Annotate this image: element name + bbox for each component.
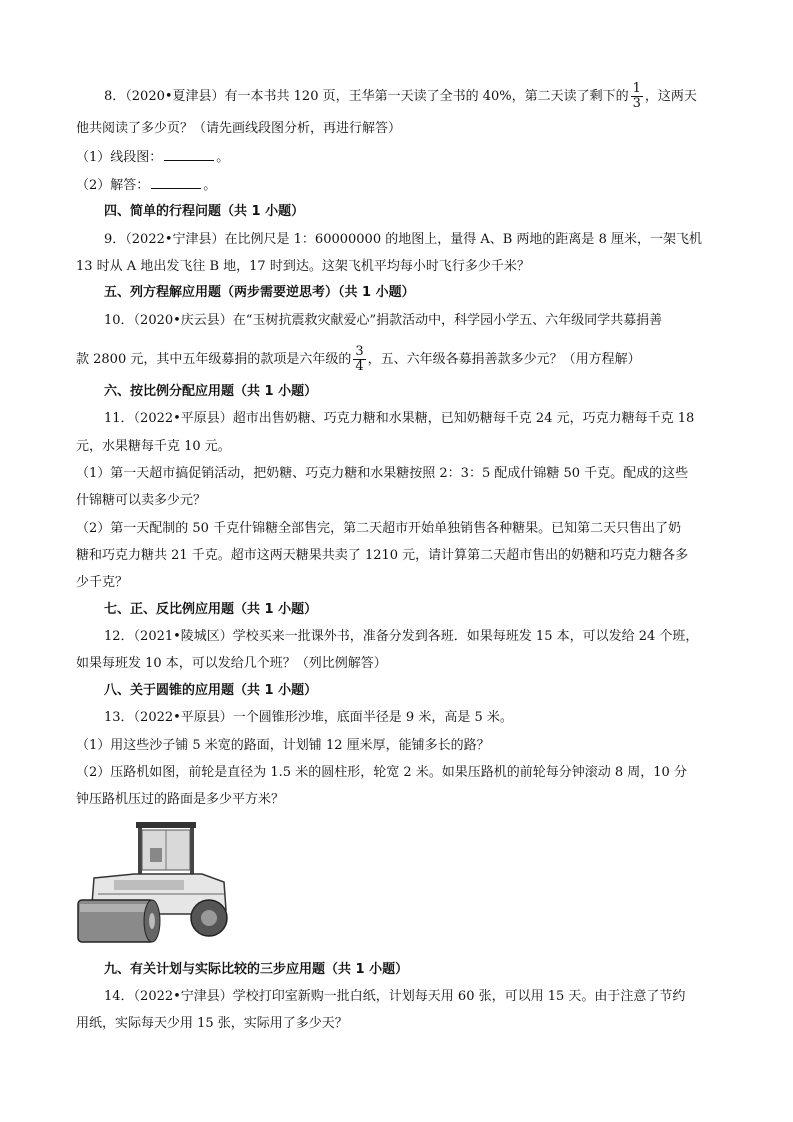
q14-line2: 用纸，实际每天少用 15 张，实际用了多少天？ [76,1016,348,1031]
q8-text-b: ，这两天 [644,89,697,104]
q10-text-a: 款 2800 元，其中五年级募捐的款项是六年级的 [76,352,352,367]
q8-sub1-label: （1）线段图： [76,150,163,165]
q8-line1 [104,82,697,111]
fraction-denominator: 3 [632,96,641,111]
q8-line2: 他共阅读了多少页？（请先画线段图分析，再进行解答） [76,121,402,136]
fraction-numerator: 3 [355,344,364,359]
section-heading-6: 六、按比例分配应用题（共 1 小题） [104,384,318,399]
road-roller-image [74,818,234,946]
answer-blank[interactable] [164,148,214,161]
q10-fraction [353,345,365,374]
answer-blank[interactable] [151,176,201,189]
q11-line1: 11．（2022•平原县）超市出售奶糖、巧克力糖和水果糖，已知奶糖每千克 24 元，巧克力糖每千克 18 [104,411,695,426]
q10-line1: 10．（2020•庆云县）在“玉树抗震救灾献爱心”捐款活动中，科学园小学五、六年级同学共募捐善 [104,313,663,328]
section-heading-9: 九、有关计划与实际比较的三步应用题（共 1 小题） [104,962,409,977]
q10-line2 [76,345,641,374]
q8-text-a: 8．（2020•夏津县）有一本书共 120 页，王华第一天读了全书的 40%，第二天读了剩下的 [104,89,629,104]
q11-sub2-line3: 少千克？ [76,575,129,590]
q8-sub2 [76,176,216,195]
section-heading-8: 八、关于圆锥的应用题（共 1 小题） [104,683,318,698]
section-heading-5: 五、列方程解应用题（两步需要逆思考）（共 1 小题） [104,285,415,300]
q8-sub1-end: 。 [216,150,230,165]
section-heading-4: 四、简单的行程问题（共 1 小题） [104,204,305,219]
q13-sub2-line1: （2）压路机如图，前轮是直径为 1.5 米的圆柱形，轮宽 2 米。如果压路机的前轮每分钟滚动 8 周，10 分 [76,765,687,780]
q8-sub1 [76,148,229,167]
q8-fraction [631,82,643,111]
q11-sub2-line1: （2）第一天配制的 50 千克什锦糖全部售完，第二天超市开始单独销售各种糖果。已知第二天只售出了奶 [76,521,682,536]
q12-line2: 如果每班发 10 本，可以发给几个班？（列比例解答） [76,656,387,671]
q11-sub1-line1: （1）第一天超市搞促销活动，把奶糖、巧克力糖和水果糖按照 2：3：5 配成什锦糖 50 千克。配成的这些 [76,466,689,481]
q8-sub2-end: 。 [203,178,217,193]
q11-sub2-line2: 糖和巧克力糖共 21 千克。超市这两天糖果共卖了 1210 元，请计算第二天超市售出的奶糖和巧克力糖各多 [76,548,689,563]
q13-sub1: （1）用这些沙子铺 5 米宽的路面，计划铺 12 厘米厚，能铺多长的路？ [76,738,490,753]
q11-line2: 元，水果糖每千克 10 元。 [76,439,231,454]
q11-sub1-line2: 什锦糖可以卖多少元？ [76,493,207,508]
q9-line2: 13 时从 A 地出发飞往 B 地，17 时到达。这架飞机平均每小时飞行多少千米？ [76,259,530,274]
q9-line1: 9．（2022•宁津县）在比例尺是 1：60000000 的地图上，量得 A、B 两地的距离是 8 厘米，一架飞机 [104,232,702,247]
fraction-numerator: 1 [632,81,641,96]
section-heading-7: 七、正、反比例应用题（共 1 小题） [104,602,318,617]
q10-text-b: ，五、六年级各募捐善款多少元？（用方程解） [367,352,641,367]
fraction-denominator: 4 [355,359,364,374]
q13-line1: 13．（2022•平原县）一个圆锥形沙堆，底面半径是 9 米，高是 5 米。 [104,710,513,725]
q8-sub2-label: （2）解答： [76,178,150,193]
q14-line1: 14．（2022•宁津县）学校打印室新购一批白纸，计划每天用 60 张，可以用 15 天。由于注意了节约 [104,989,686,1004]
q12-line1: 12．（2021•陵城区）学校买来一批课外书，准备分发到各班．如果每班发 15 本，可以发给 24 个班， [104,629,699,644]
q13-sub2-line2: 钟压路机压过的路面是多少平方米？ [76,792,285,807]
